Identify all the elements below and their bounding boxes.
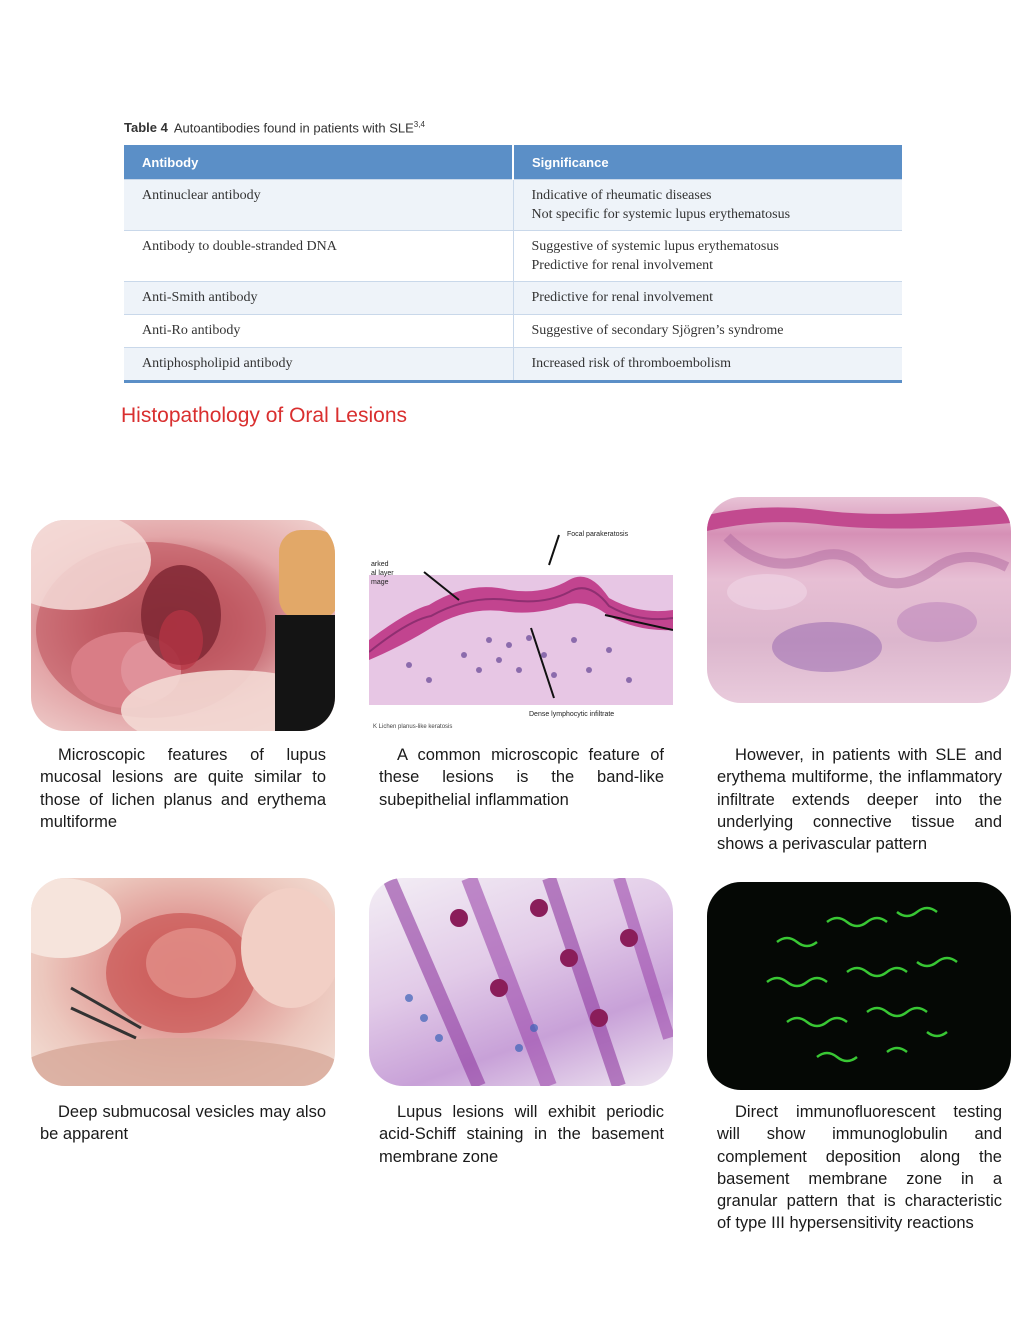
table-row [124,180,902,231]
significance-line: Predictive for renal involvement [531,258,714,273]
significance-line: Suggestive of systemic lupus erythematosus [531,239,779,254]
lichenoid-histology-figure [369,520,673,731]
significance-cell [513,231,902,282]
label-dense: Dense lymphocytic infiltrate [529,711,615,718]
immunofluorescence-image [707,882,1011,1090]
significance-line: Suggestive of secondary Sjögren’s syndrome [531,323,784,338]
autoantibody-table [124,145,902,383]
table-refs: 3,4 [413,120,425,129]
caption-5: Lupus lesions will exhibit periodic acid-Schiff staining in the basement membrane zone [379,1103,664,1166]
antibody-cell: Antinuclear antibody [124,180,513,231]
table-row [124,348,902,382]
caption-2: A common microscopic feature of these lesions is the band-like subepithelial inflammation [379,746,664,809]
table-row [124,282,902,315]
figure-caption: K Lichen planus-like keratosis [373,724,453,730]
submucosal-vesicle-photo [31,878,335,1086]
caption-3: However, in patients with SLE and erythema multiforme, the inflammatory infiltrate extends deeper into the underlying connective tissue and shows a perivascular pattern [717,746,1002,854]
table-label: Table 4 [124,120,168,136]
label-side-3: mage [371,579,389,586]
caption-1: Microscopic features of lupus mucosal lesions are quite similar to those of lichen planus and erythema multiforme [40,746,326,831]
header-antibody: Antibody [124,145,513,180]
pas-stain-histology [369,878,673,1086]
significance-cell [513,348,902,382]
oral-lesion-photo [31,520,335,731]
caption-4: Deep submucosal vesicles may also be apparent [40,1103,326,1144]
table-row [124,231,902,282]
significance-line: Indicative of rheumatic diseases [531,188,712,203]
section-heading: Histopathology of Oral Lesions [121,404,407,427]
caption-6: Direct immunofluorescent testing will show immunoglobulin and complement deposition along the basement membrane zone in a granular pattern that is characteristic of type III hypersensitivity reactions [717,1103,1002,1233]
significance-line: Predictive for renal involvement [531,290,714,305]
significance-line: Increased risk of thromboembolism [531,356,731,371]
table-caption [124,120,425,135]
significance-cell [513,180,902,231]
significance-cell [513,282,902,315]
table-title: Autoantibodies found in patients with SLE [173,120,414,136]
header-significance: Significance [513,145,902,180]
perivascular-infiltrate-histology [707,497,1011,703]
antibody-cell: Anti-Smith antibody [124,282,513,315]
antibody-cell: Antiphospholipid antibody [124,348,513,382]
antibody-cell: Antibody to double-stranded DNA [124,231,513,282]
antibody-cell: Anti-Ro antibody [124,315,513,348]
label-side-2: al layer [371,570,394,577]
label-side-1: arked [371,561,389,568]
significance-cell [513,315,902,348]
label-focal: Focal parakeratosis [567,531,629,538]
table-row [124,315,902,348]
significance-line: Not specific for systemic lupus erythematosus [531,207,791,222]
